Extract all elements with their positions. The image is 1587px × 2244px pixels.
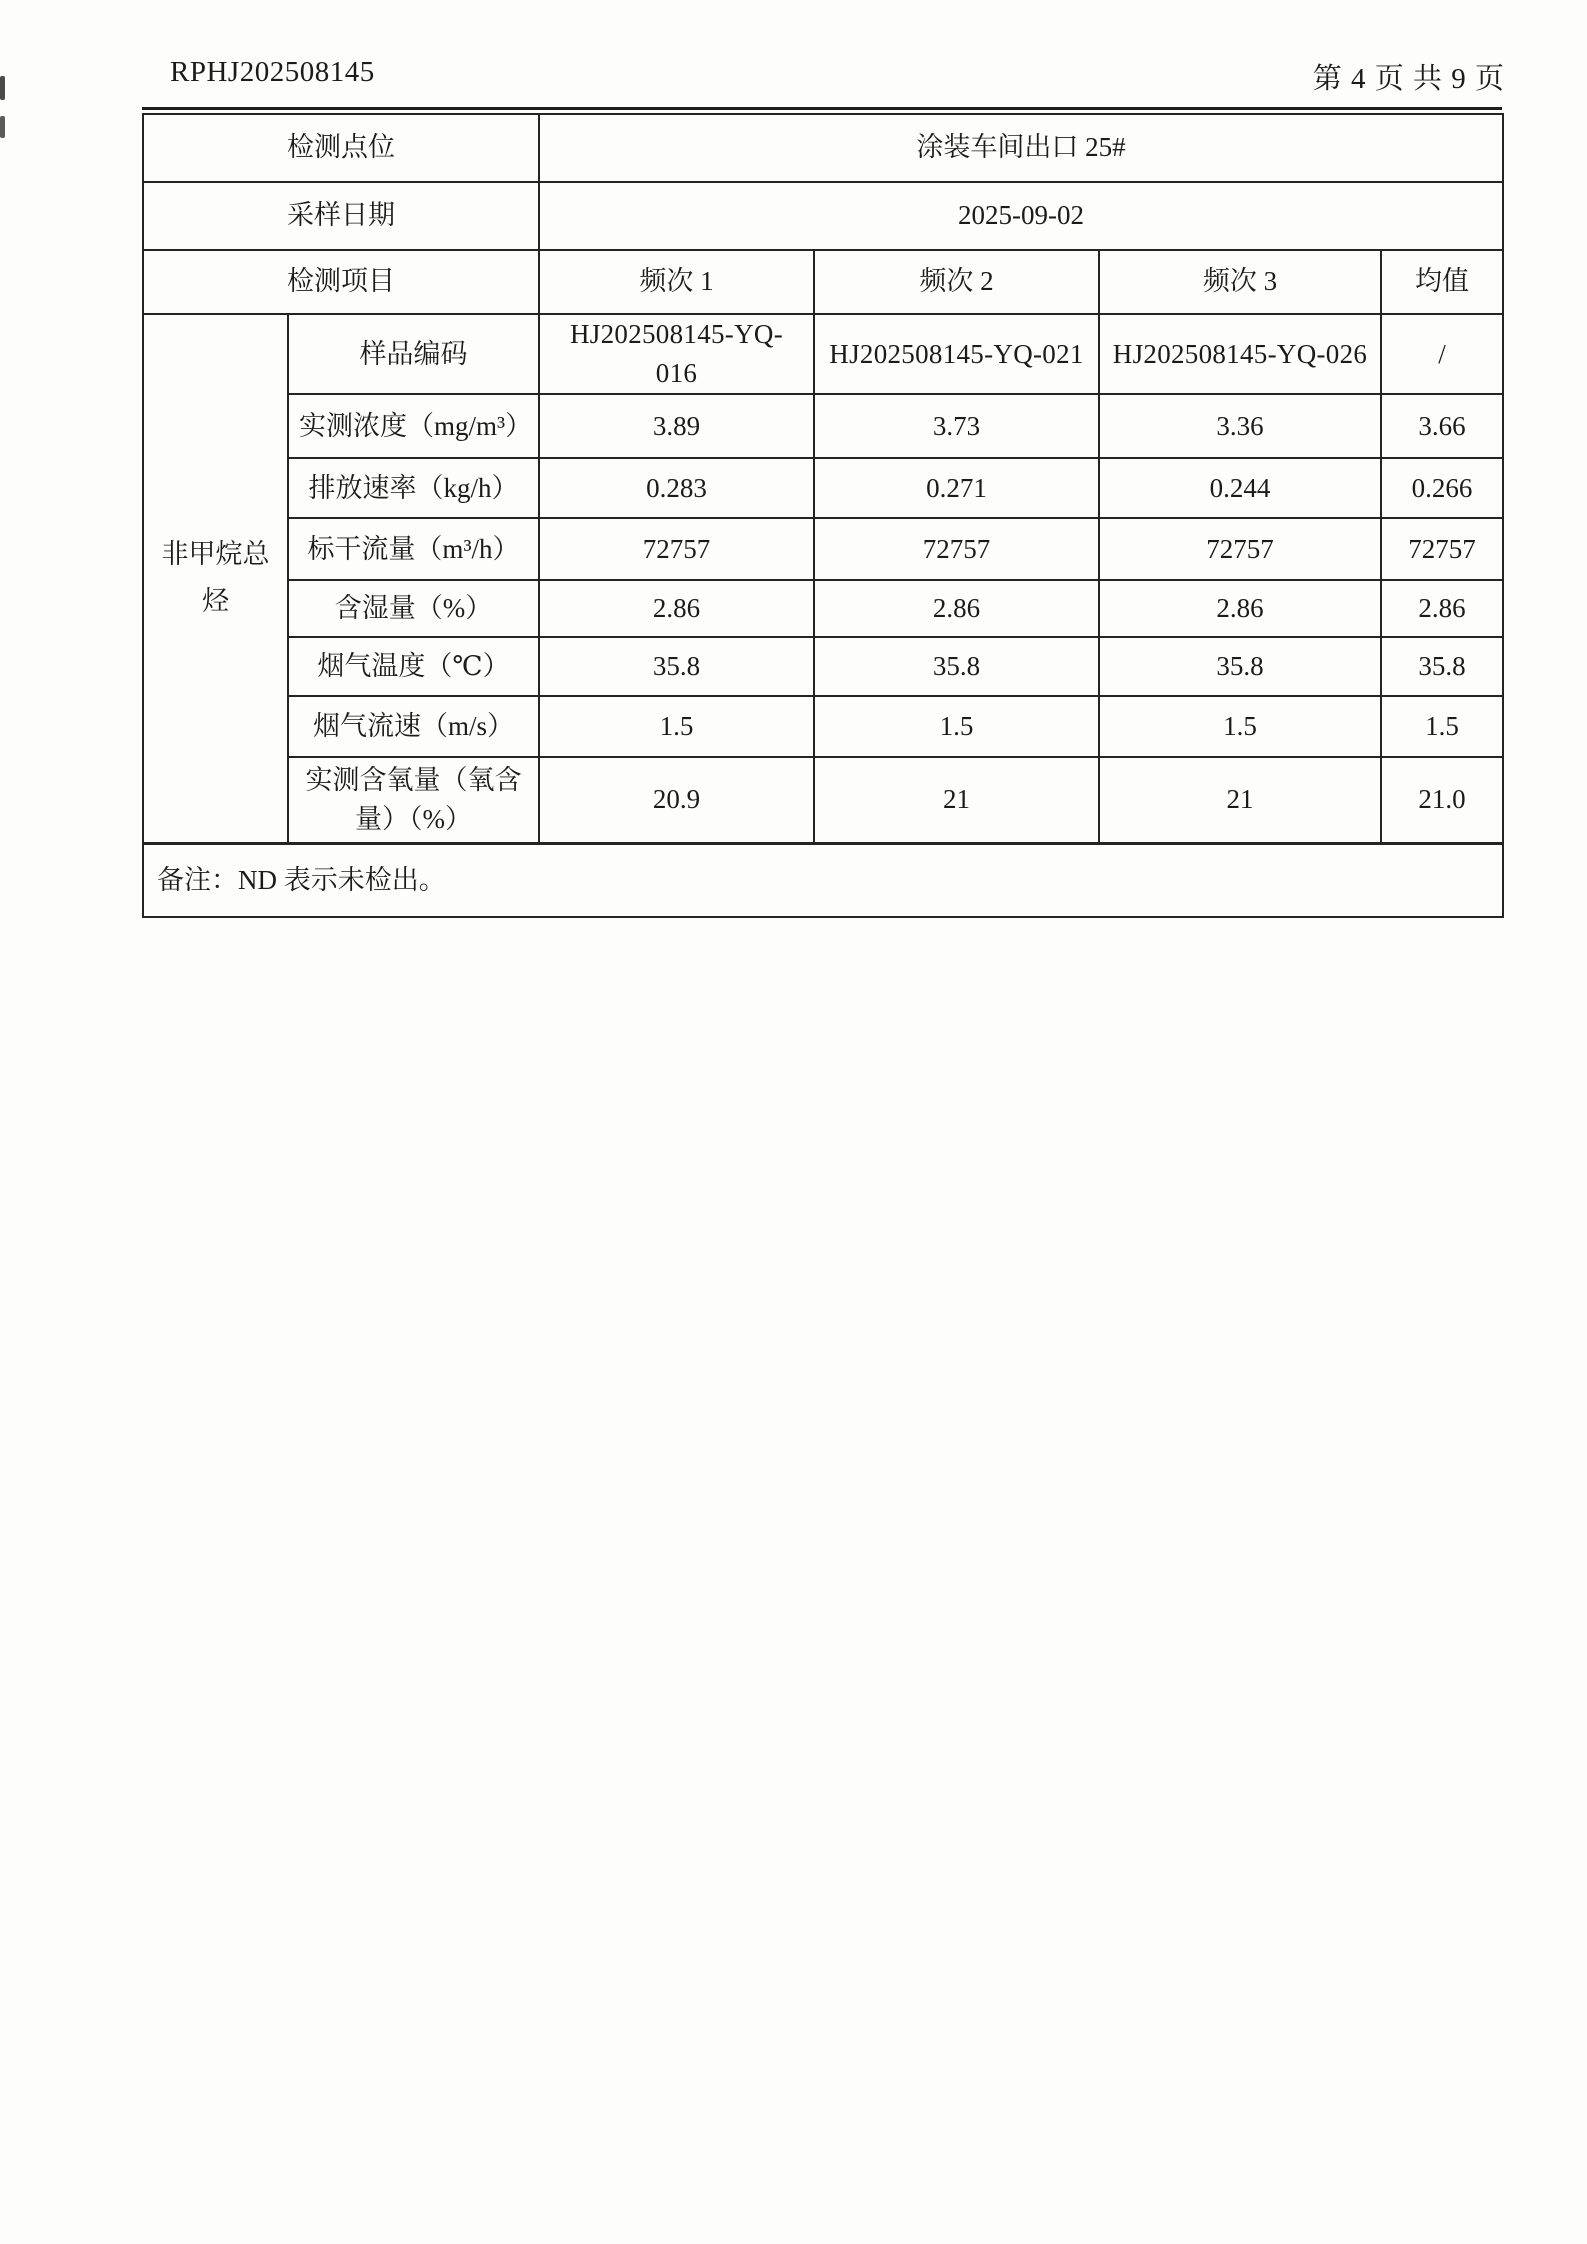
param-label: 排放速率（kg/h） <box>288 458 539 518</box>
param-value: 72757 <box>1099 518 1381 580</box>
param-value: 3.66 <box>1381 394 1503 458</box>
table-row <box>143 394 1503 458</box>
sample-code-2: HJ202508145-YQ-021 <box>814 314 1099 394</box>
param-label: 实测含氧量（氧含量）（%） <box>288 757 539 843</box>
pollutant-group-label: 非甲烷总烃 <box>161 539 270 617</box>
info-value-monitoring-point: 涂装车间出口 25# <box>539 114 1503 182</box>
param-value: 0.266 <box>1381 458 1503 518</box>
param-value: 72757 <box>814 518 1099 580</box>
param-value: 35.8 <box>814 637 1099 696</box>
pollutant-group-cell <box>143 314 288 843</box>
measurement-table <box>142 107 1502 918</box>
table-row <box>143 518 1503 580</box>
table-header-row <box>143 250 1503 314</box>
param-value: 1.5 <box>814 696 1099 757</box>
table-row <box>143 843 1503 917</box>
column-header-item: 检测项目 <box>143 250 539 314</box>
param-value: 3.36 <box>1099 394 1381 458</box>
info-label-monitoring-point: 检测点位 <box>143 114 539 182</box>
column-header-freq3: 频次 3 <box>1099 250 1381 314</box>
column-header-freq1: 频次 1 <box>539 250 814 314</box>
param-value: 0.283 <box>539 458 814 518</box>
param-value: 72757 <box>539 518 814 580</box>
remark-note: 备注：ND 表示未检出。 <box>143 843 1503 917</box>
param-value: 1.5 <box>1099 696 1381 757</box>
sample-code-3: HJ202508145-YQ-026 <box>1099 314 1381 394</box>
param-value: 2.86 <box>539 580 814 637</box>
info-value-sampling-date: 2025-09-02 <box>539 182 1503 250</box>
param-value: 3.73 <box>814 394 1099 458</box>
page-indicator: 第 4 页 共 9 页 <box>1312 63 1505 95</box>
param-label: 标干流量（m³/h） <box>288 518 539 580</box>
column-header-average: 均值 <box>1381 250 1503 314</box>
table-row <box>143 314 1503 394</box>
table-row <box>143 458 1503 518</box>
param-value: 21 <box>814 757 1099 843</box>
param-value: 0.271 <box>814 458 1099 518</box>
table-row <box>143 580 1503 637</box>
param-value: 35.8 <box>1381 637 1503 696</box>
column-header-freq2: 频次 2 <box>814 250 1099 314</box>
param-value: 21.0 <box>1381 757 1503 843</box>
param-value: 35.8 <box>539 637 814 696</box>
param-value: 1.5 <box>539 696 814 757</box>
param-value: 35.8 <box>1099 637 1381 696</box>
param-value: 3.89 <box>539 394 814 458</box>
table-row <box>143 182 1503 250</box>
param-value: 0.244 <box>1099 458 1381 518</box>
table-row <box>143 114 1503 182</box>
param-value: 2.86 <box>1381 580 1503 637</box>
param-value: 21 <box>1099 757 1381 843</box>
param-label: 实测浓度（mg/m³） <box>288 394 539 458</box>
sample-code-1: HJ202508145-YQ-016 <box>539 314 814 394</box>
scan-artifact <box>0 116 5 138</box>
param-label: 样品编码 <box>288 314 539 394</box>
param-value: 2.86 <box>1099 580 1381 637</box>
param-label: 烟气流速（m/s） <box>288 696 539 757</box>
scan-artifact <box>0 76 5 100</box>
param-label: 烟气温度（℃） <box>288 637 539 696</box>
param-label: 含湿量（%） <box>288 580 539 637</box>
param-value: 1.5 <box>1381 696 1503 757</box>
param-value: 20.9 <box>539 757 814 843</box>
report-number: RPHJ202508145 <box>170 56 375 88</box>
table-row <box>143 637 1503 696</box>
table-row <box>143 696 1503 757</box>
param-value: 72757 <box>1381 518 1503 580</box>
sample-code-avg: / <box>1381 314 1503 394</box>
info-label-sampling-date: 采样日期 <box>143 182 539 250</box>
param-value: 2.86 <box>814 580 1099 637</box>
table-row <box>143 757 1503 843</box>
